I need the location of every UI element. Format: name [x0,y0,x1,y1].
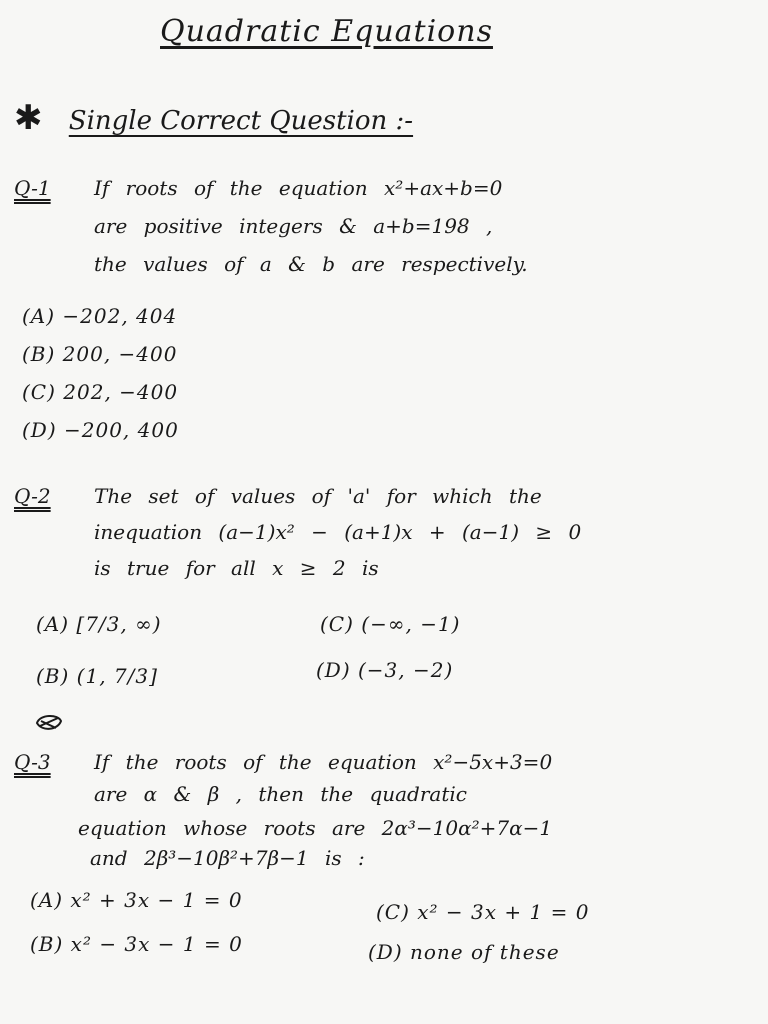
question-3 [14,750,764,870]
question-line: is true for all x ≥ 2 is [94,556,379,580]
question-line: equation whose roots are 2α³−10α²+7α−1 [78,816,553,840]
option-c: (C) x² − 3x + 1 = 0 [376,900,590,924]
question-number: Q-2 [14,484,51,508]
option-d: (D) (−3, −2) [316,658,454,682]
question-number: Q-1 [14,176,51,200]
question-line: If roots of the equation x²+ax+b=0 [94,176,503,200]
option-a: (A) [7/3, ∞) [36,612,162,636]
question-line: and 2β³−10β²+7β−1 is : [90,846,365,870]
scribble-mark-icon [34,712,64,734]
question-line: The set of values of 'a' for which the [94,484,542,508]
option-b: (B) x² − 3x − 1 = 0 [30,932,243,956]
question-line: If the roots of the equation x²−5x+3=0 [94,750,553,774]
question-line: are α & β , then the quadratic [94,782,467,806]
question-number: Q-3 [14,750,51,774]
page-title [160,14,493,49]
option-c: (C) (−∞, −1) [320,612,461,636]
option-a: (A) x² + 3x − 1 = 0 [30,888,243,912]
option-b: (B) 200, −400 [22,342,178,366]
option-d: (D) none of these [368,940,560,964]
option-d: (D) −200, 400 [22,418,179,442]
question-line: are positive integers & a+b=198 , [94,214,493,238]
option-c: (C) 202, −400 [22,380,179,404]
section-heading-text: Single Correct Question :- [68,106,414,136]
option-a: (A) −202, 404 [22,304,178,328]
asterisk-icon: ✱ [14,98,43,138]
option-b: (B) (1, 7/3] [36,664,158,688]
section-heading [14,98,413,138]
question-line: the values of a & b are respectively. [94,252,528,276]
question-1 [14,176,754,286]
title-text: Quadratic Equations [160,14,493,49]
question-line: inequation (a−1)x² − (a+1)x + (a−1) ≥ 0 [94,520,582,544]
question-2 [14,484,754,584]
